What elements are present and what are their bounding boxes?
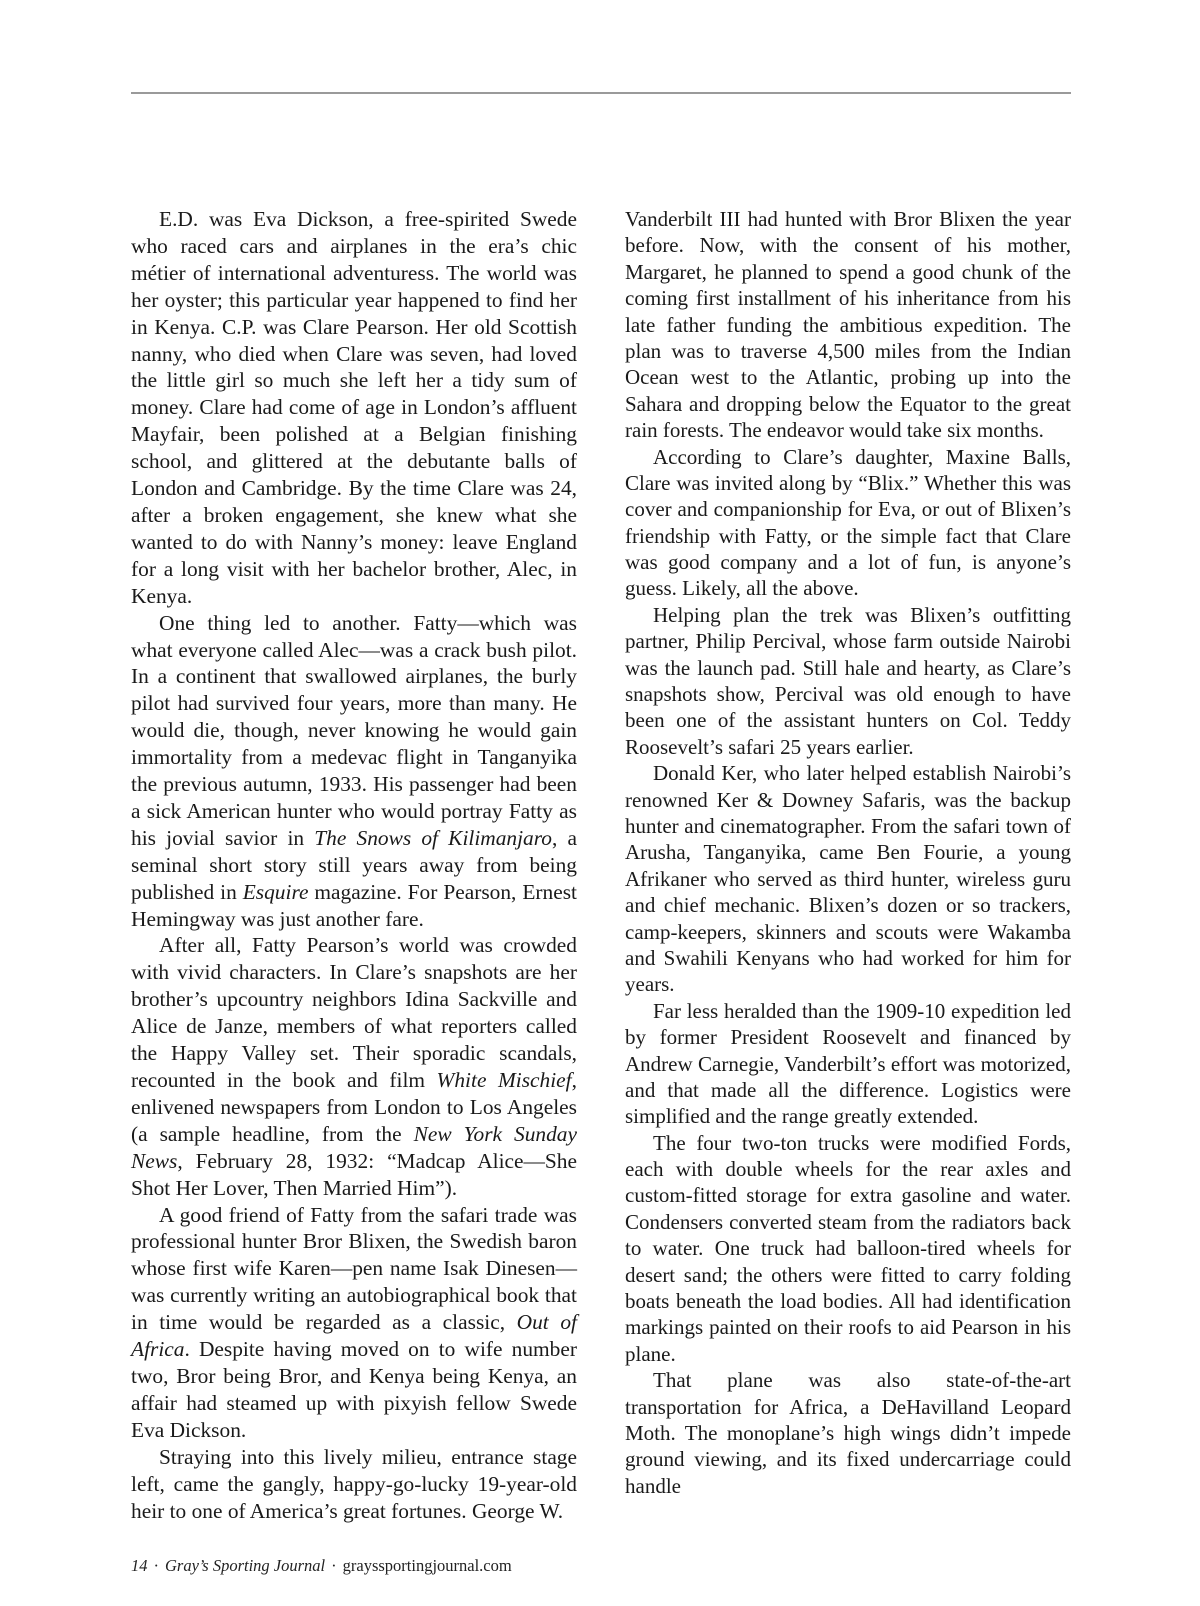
italic-title: White Mischief bbox=[436, 1068, 572, 1092]
left-column bbox=[131, 206, 577, 1524]
paragraph bbox=[131, 610, 577, 933]
right-column bbox=[625, 206, 1071, 1499]
italic-title: Out of Africa bbox=[131, 1310, 577, 1362]
text-run: , enlivened newspapers from London to Los Angeles (a sample headline, from the bbox=[131, 1068, 577, 1146]
paragraph: Helping plan the trek was Blixen’s outfitting partner, Philip Percival, whose farm outside Nairobi was the launch pad. Still hale and hearty, as Clare’s snapshots show, Percival was old enough to have been one of the assistant hunters on Col. Teddy Roosevelt’s safari 25 years earlier. bbox=[625, 602, 1071, 759]
paragraph bbox=[131, 932, 577, 1201]
italic-title: The Snows of Kilimanjaro bbox=[314, 825, 552, 850]
paragraph: E.D. was Eva Dickson, a free-spirited Swede who raced cars and airplanes in the era’s chic métier of international adventuress. The world was her oyster; this particular year happened to find her in Kenya. C.P. was Clare Pearson. Her old Scottish nanny, who died when Clare was seven, had loved the little girl so much she left her a tidy sum of money. Clare had come of age in London’s affluent Mayfair, been polished at a Belgian finishing school, and glittered at the debutante balls of London and Cambridge. By the time Clare was 24, after a broken engagement, she knew what she wanted to do with Nanny’s money: leave England for a long visit with her bachelor brother, Alec, in Kenya. bbox=[131, 207, 577, 608]
italic-title: Esquire bbox=[242, 879, 309, 904]
paragraph: Donald Ker, who later helped establish Nairobi’s renowned Ker & Downey Safaris, was the backup hunter and cinematographer. From the safari town of Arusha, Tanganyika, came Ben Fourie, a young Afrikaner who served as third hunter, wireless guru and chief mechanic. Blixen’s dozen or so trackers, camp-keepers, skinners and scouts were Wakamba and Swahili Kenyans who had worked for him for years. bbox=[625, 761, 1071, 997]
separator: · bbox=[331, 1556, 337, 1575]
paragraph-continued: Vanderbilt III had hunted with Bror Blixen the year before. Now, with the consent of his mother, Margaret, he planned to spend a good chunk of the coming first installment of his inheritance from his late father funding the ambitious expedition. The plan was to traverse 4,500 miles from the Indian Ocean west to the Atlantic, probing up into the Sahara and dropping below the Equator to the great rain forests. The endeavor would take six months. bbox=[625, 207, 1071, 443]
text-run: . Despite having moved on to wife number two, Bror being Bror, and Kenya being Kenya, an affair had steamed up with pixyish fellow Swede Eva Dickson. bbox=[131, 1337, 577, 1442]
text-run: After all, Fatty Pearson’s world was crowded with vivid characters. In Clare’s snapshots are her brother’s upcountry neighbors Idina Sackville and Alice de Janze, members of what reporters called the Happy Valley set. Their sporadic scandals, recounted in the book and film bbox=[131, 933, 577, 1092]
paragraph: According to Clare’s daughter, Maxine Balls, Clare was invited along by “Blix.” Whether this was cover and companionship for Eva, or out of Blixen’s friendship with Fatty, or the simple fact that Clare was good company and a lot of fun, is anyone’s guess. Likely, all the above. bbox=[625, 444, 1071, 601]
text-run: , a seminal short story still years away from being published in bbox=[131, 825, 577, 904]
text-run: One thing led to another. Fatty—which was what everyone called Alec—was a crack bush pilot. In a continent that swallowed airplanes, the burly pilot had survived four years, more than many. He would die, though, never knowing he would gain immortality from a medevac flight in Tanganyika the previous autumn, 1933. His passenger had been a sick American hunter who would portray Fatty as his jovial savior in bbox=[131, 610, 577, 850]
paragraph: Far less heralded than the 1909-10 expedition led by former President Roosevelt and financed by Andrew Carnegie, Vanderbilt’s effort was motorized, and that made all the difference. Logistics were simplified and the range greatly extended. bbox=[625, 998, 1071, 1129]
paragraph: Straying into this lively milieu, entrance stage left, came the gangly, happy-go-lucky 19-year-old heir to one of America’s great fortunes. George W. bbox=[131, 1444, 577, 1523]
italic-title: New York Sunday News bbox=[131, 1121, 577, 1173]
paragraph: The four two-ton trucks were modified Fords, each with double wheels for the rear axles and custom-fitted storage for extra gasoline and water. Condensers converted steam from the radiators back to water. One truck had balloon-tired wheels for desert sand; the others were fitted to carry folding boats beneath the load bodies. All had identification markings painted on their roofs to aid Pearson in his plane. bbox=[625, 1130, 1071, 1366]
paragraph bbox=[131, 1202, 577, 1444]
text-run: A good friend of Fatty from the safari trade was professional hunter Bror Blixen, the Swedish baron whose first wife Karen—pen name Isak Dinesen—was currently writing an autobiographical book that in time would be regarded as a classic, bbox=[131, 1202, 577, 1335]
separator: · bbox=[153, 1556, 159, 1575]
text-run: magazine. For Pearson, Ernest Hemingway was just another fare. bbox=[131, 879, 577, 931]
website-url: grayssportingjournal.com bbox=[342, 1556, 512, 1575]
paragraph: That plane was also state-of-the-art transportation for Africa, a DeHavilland Leopard Moth. The monoplane’s high wings didn’t impede ground viewing, and its fixed undercarriage could handle bbox=[625, 1368, 1071, 1498]
header-rule bbox=[131, 92, 1071, 94]
page-number: 14 bbox=[131, 1556, 148, 1575]
magazine-name: Gray’s Sporting Journal bbox=[165, 1556, 326, 1575]
text-run: , February 28, 1932: “Madcap Alice—She Shot Her Lover, Then Married Him”). bbox=[131, 1148, 577, 1200]
page-footer bbox=[131, 1556, 512, 1576]
